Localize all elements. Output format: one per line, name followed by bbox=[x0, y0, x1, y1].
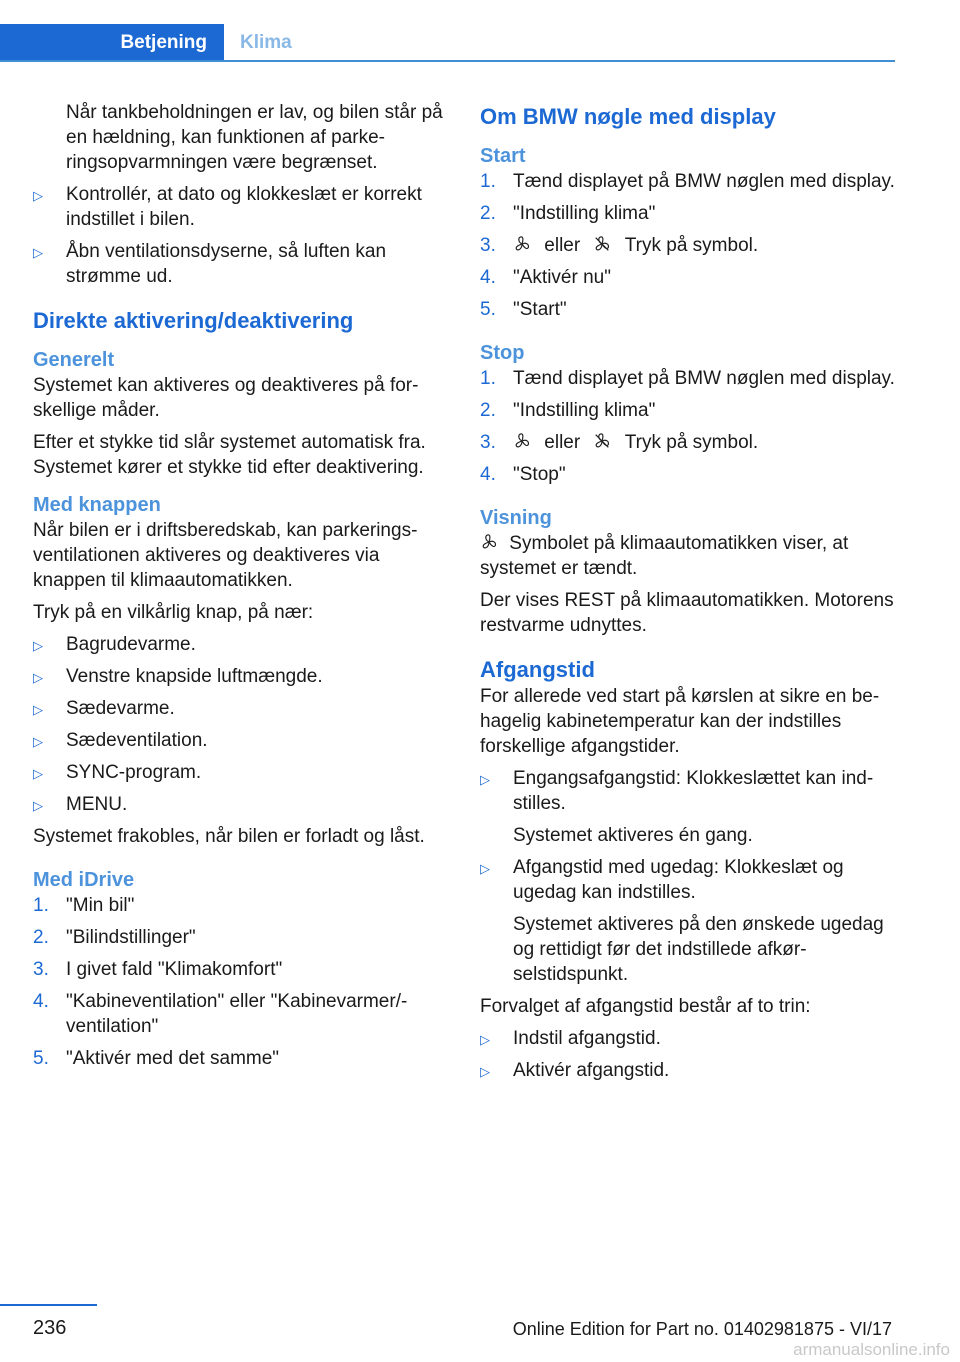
step-text: Tænd displayet på BMW nøglen med display. bbox=[513, 171, 895, 192]
step-number: 1. bbox=[480, 171, 496, 192]
triangle-right-icon: ▷ bbox=[33, 798, 43, 813]
step-text: "Stop" bbox=[513, 464, 566, 485]
step-number: 5. bbox=[33, 1048, 49, 1069]
list-item-text: Bagrudevarme. bbox=[66, 634, 196, 655]
watermark: armanualsonline.info bbox=[793, 1340, 950, 1359]
step-text: "Kabineventilation" eller "Kabinevarmer/ventilation" bbox=[66, 991, 408, 1037]
heading-display: Visning bbox=[480, 507, 552, 529]
triangle-right-icon: ▷ bbox=[480, 1064, 490, 1079]
fan-off-icon bbox=[593, 235, 611, 253]
list-item bbox=[480, 855, 895, 987]
button-paragraph-3: Systemet frakobles, når bilen er forladt og låst. bbox=[33, 826, 425, 847]
triangle-right-icon: ▷ bbox=[33, 734, 43, 749]
list-item bbox=[33, 760, 448, 785]
step-item bbox=[480, 366, 895, 391]
triangle-right-icon: ▷ bbox=[33, 188, 43, 203]
step-text: "Bilindstillinger" bbox=[66, 927, 196, 948]
step-number: 2. bbox=[33, 927, 49, 948]
step-number: 1. bbox=[480, 368, 496, 389]
step-number: 2. bbox=[480, 203, 496, 224]
button-paragraph-1: Når bilen er i driftsberedskab, kan parkeringsventilationen aktiveres og deaktiveres via knappen til klimaautomatikken. bbox=[33, 520, 418, 591]
step-number: 3. bbox=[480, 235, 496, 256]
step-item bbox=[33, 957, 448, 982]
footer-rule bbox=[0, 1304, 97, 1306]
list-item bbox=[33, 632, 448, 657]
list-item-text: Afgangstid med ugedag: Klokkeslæt og ugedag kan indstilles. bbox=[513, 857, 844, 903]
departure-bullet-list bbox=[480, 766, 895, 987]
heading-general: Generelt bbox=[33, 349, 115, 371]
step-number: 1. bbox=[33, 895, 49, 916]
stop-steps bbox=[480, 366, 895, 487]
list-item-text: Sædeventilation. bbox=[66, 730, 208, 751]
edition-text: Online Edition for Part no. 01402981875 - VI/17 bbox=[512, 1319, 892, 1339]
departure-paragraph-1: For allerede ved start på kørslen at sikre en behagelig kabinetemperatur kan der indstilles forskellige afgangstider. bbox=[480, 686, 880, 757]
step-item bbox=[33, 893, 448, 918]
triangle-right-icon: ▷ bbox=[480, 1032, 490, 1047]
step-number: 4. bbox=[480, 464, 496, 485]
step-item bbox=[480, 233, 895, 258]
list-item-subtext: Systemet aktiveres på den ønskede ugedag og rettidigt før det indstillede afkørselstidspunkt. bbox=[513, 914, 884, 985]
step-number: 2. bbox=[480, 400, 496, 421]
general-paragraph-2: Efter et stykke tid slår systemet automatisk fra. Systemet kører et stykke tid efter deaktivering. bbox=[33, 432, 426, 478]
heading-direct-activation: Direkte aktivering/deaktivering bbox=[33, 308, 354, 333]
list-item bbox=[480, 1026, 895, 1051]
list-item bbox=[33, 792, 448, 817]
step-item bbox=[33, 989, 448, 1039]
list-item bbox=[480, 1058, 895, 1083]
header-rule bbox=[0, 60, 895, 62]
triangle-right-icon: ▷ bbox=[33, 766, 43, 781]
step-item bbox=[480, 169, 895, 194]
step-item bbox=[480, 462, 895, 487]
right-column bbox=[480, 100, 895, 1090]
step-text: Tryk på symbol. bbox=[624, 235, 759, 256]
list-item-text: Kontrollér, at dato og klokkeslæt er korrekt indstillet i bilen. bbox=[66, 184, 422, 230]
fan-icon bbox=[480, 533, 498, 551]
idrive-steps bbox=[33, 893, 448, 1071]
list-item bbox=[33, 728, 448, 753]
step-number: 4. bbox=[480, 267, 496, 288]
tab-klima[interactable]: Klima bbox=[240, 32, 292, 53]
step-item bbox=[480, 398, 895, 423]
top-bullet-list bbox=[33, 182, 448, 289]
step-text: "Start" bbox=[513, 299, 567, 320]
step-item bbox=[480, 201, 895, 226]
list-item bbox=[33, 182, 448, 232]
list-item bbox=[33, 696, 448, 721]
step-text: I givet fald "Klimakomfort" bbox=[66, 959, 283, 980]
heading-stop: Stop bbox=[480, 342, 525, 364]
triangle-right-icon: ▷ bbox=[33, 638, 43, 653]
step-text: "Aktivér med det samme" bbox=[66, 1048, 280, 1069]
heading-start: Start bbox=[480, 145, 526, 167]
fan-off-icon bbox=[593, 432, 611, 450]
list-item-text: Indstil afgangstid. bbox=[513, 1028, 661, 1049]
general-paragraph-1: Systemet kan aktiveres og deaktiveres på forskellige måder. bbox=[33, 375, 419, 421]
step-item bbox=[480, 430, 895, 455]
triangle-right-icon: ▷ bbox=[33, 702, 43, 717]
heading-with-idrive: Med iDrive bbox=[33, 869, 135, 891]
tab-betjening[interactable]: Betjening bbox=[0, 24, 224, 62]
step-number: 5. bbox=[480, 299, 496, 320]
display-text: Symbolet på klimaautomatikken viser, at systemet er tændt. bbox=[480, 533, 849, 579]
list-item-text: Åbn ventilationsdyserne, så luften kan strømme ud. bbox=[66, 241, 387, 287]
fan-icon bbox=[513, 432, 531, 450]
or-text: eller bbox=[544, 235, 581, 256]
step-text: Tænd displayet på BMW nøglen med display. bbox=[513, 368, 895, 389]
step-item bbox=[480, 297, 895, 322]
step-text: "Indstilling klima" bbox=[513, 400, 656, 421]
intro-paragraph: Når tankbeholdningen er lav, og bilen står på en hældning, kan funktionen af parkeringsopvarmningen være begrænset. bbox=[66, 102, 443, 173]
page-header bbox=[0, 24, 895, 62]
heading-with-button: Med knappen bbox=[33, 494, 161, 516]
list-item bbox=[33, 239, 448, 289]
triangle-right-icon: ▷ bbox=[480, 861, 490, 876]
step-item bbox=[33, 1046, 448, 1071]
list-item-subtext: Systemet aktiveres én gang. bbox=[513, 825, 753, 846]
triangle-right-icon: ▷ bbox=[33, 245, 43, 260]
or-text: eller bbox=[544, 432, 581, 453]
step-item bbox=[33, 925, 448, 950]
step-number: 4. bbox=[33, 991, 49, 1012]
step-number: 3. bbox=[480, 432, 496, 453]
display-paragraph-1 bbox=[480, 531, 895, 581]
step-text: Tryk på symbol. bbox=[624, 432, 759, 453]
page-number: 236 bbox=[33, 1317, 67, 1339]
triangle-right-icon: ▷ bbox=[480, 772, 490, 787]
display-paragraph-2: Der vises REST på klimaautomatikken. Motorens restvarme udnyttes. bbox=[480, 590, 894, 636]
departure-paragraph-2: Forvalget af afgangstid består af to trin: bbox=[480, 996, 811, 1017]
button-paragraph-2: Tryk på en vilkårlig knap, på nær: bbox=[33, 602, 314, 623]
heading-bmw-key-display: Om BMW nøgle med display bbox=[480, 104, 776, 129]
list-item bbox=[33, 664, 448, 689]
step-text: "Min bil" bbox=[66, 895, 135, 916]
start-steps bbox=[480, 169, 895, 322]
step-text: "Aktivér nu" bbox=[513, 267, 611, 288]
list-item-text: Engangsafgangstid: Klokkeslættet kan indstilles. bbox=[513, 768, 874, 814]
step-item bbox=[480, 265, 895, 290]
triangle-right-icon: ▷ bbox=[33, 670, 43, 685]
list-item bbox=[480, 766, 895, 848]
step-number: 3. bbox=[33, 959, 49, 980]
list-item-text: Venstre knapside luftmængde. bbox=[66, 666, 323, 687]
button-bullet-list bbox=[33, 632, 448, 817]
left-column bbox=[33, 100, 448, 1078]
departure-steps-list bbox=[480, 1026, 895, 1083]
list-item-text: SYNC-program. bbox=[66, 762, 202, 783]
list-item-text: Sædevarme. bbox=[66, 698, 175, 719]
list-item-text: Aktivér afgangstid. bbox=[513, 1060, 670, 1081]
fan-icon bbox=[513, 235, 531, 253]
step-text: "Indstilling klima" bbox=[513, 203, 656, 224]
heading-departure-time: Afgangstid bbox=[480, 657, 595, 682]
list-item-text: MENU. bbox=[66, 794, 128, 815]
